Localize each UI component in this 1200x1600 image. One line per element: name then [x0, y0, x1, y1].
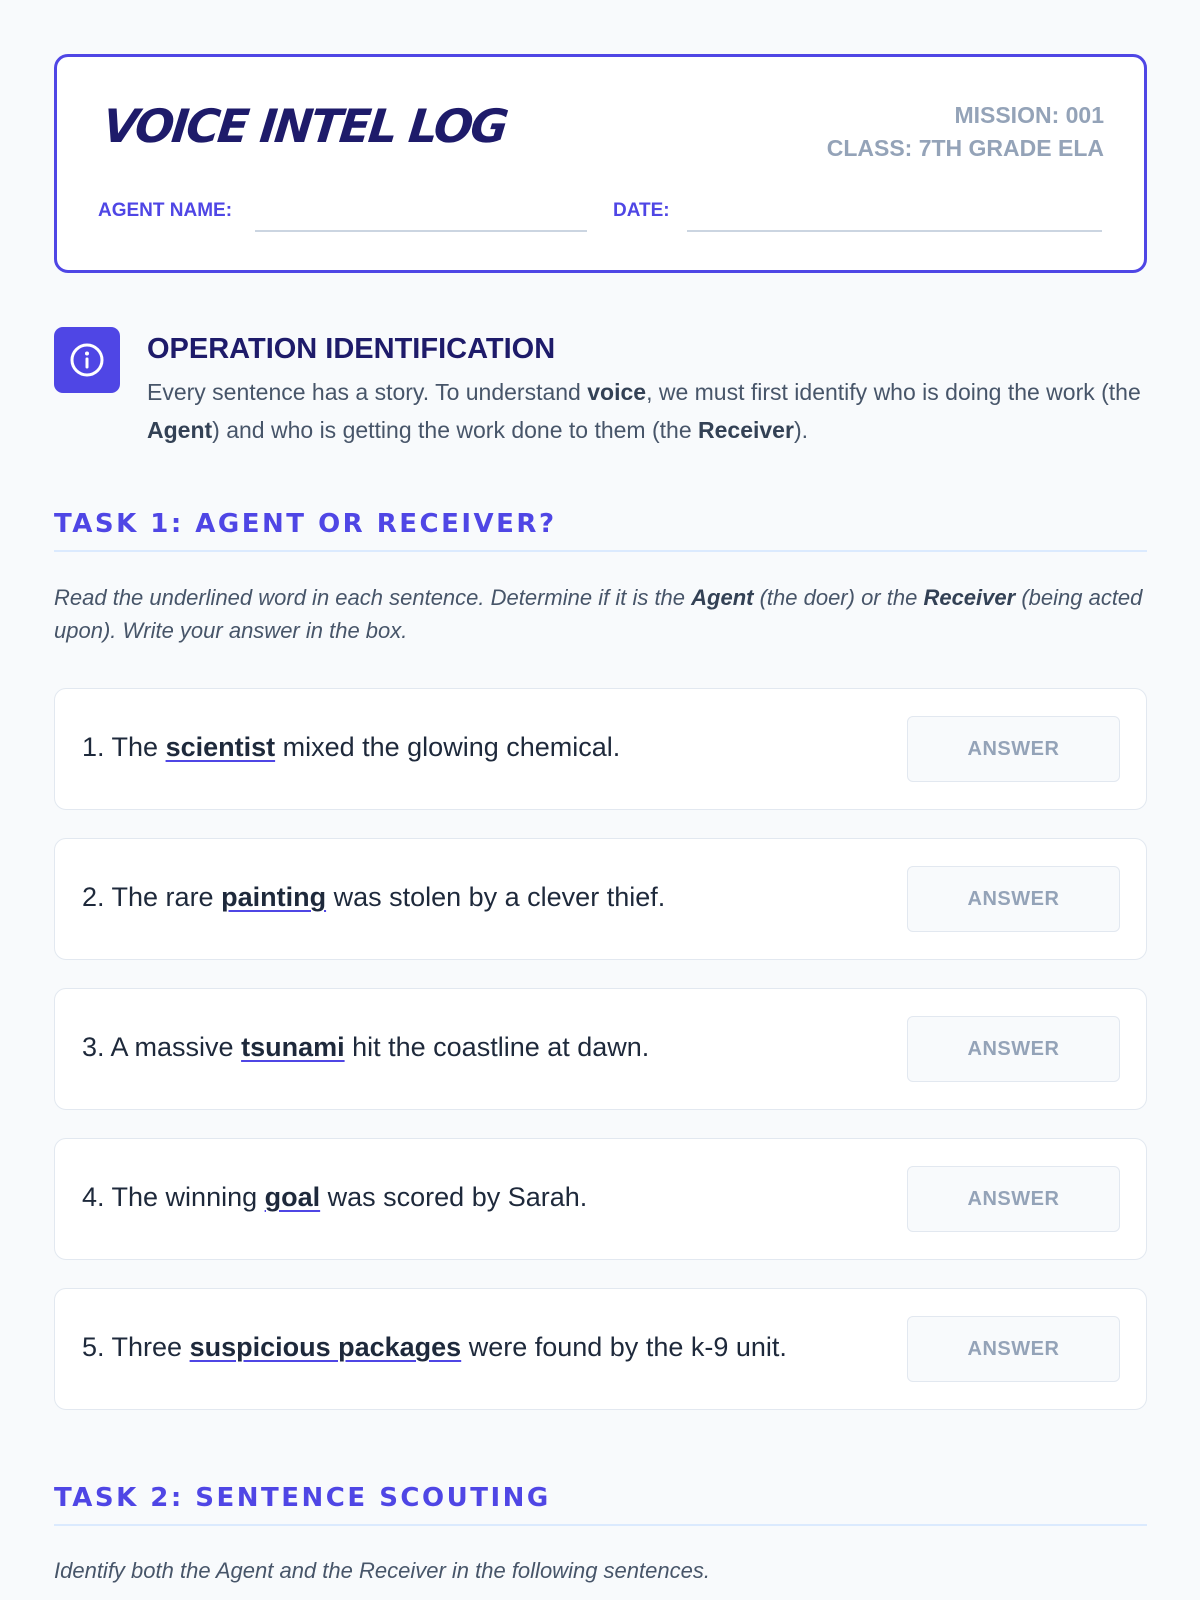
answer-box[interactable]: ANSWER: [907, 866, 1120, 932]
agent-name-label: AGENT NAME:: [98, 200, 233, 221]
mission-number: MISSION: 001: [954, 102, 1104, 128]
question-card: [54, 1138, 1147, 1260]
answer-box[interactable]: ANSWER: [907, 1016, 1120, 1082]
intro-heading: OPERATION IDENTIFICATION: [147, 333, 556, 365]
answer-box[interactable]: ANSWER: [907, 1166, 1120, 1232]
intro-text: Every sentence has a story. To understand voice, we must first identify who is doing the work (the Agent) and who is getting the work done to them (the Receiver).: [147, 379, 1141, 443]
underlined-word: painting: [221, 882, 327, 912]
answer-box[interactable]: ANSWER: [907, 716, 1120, 782]
underlined-word: tsunami: [241, 1032, 345, 1062]
question-card: [54, 988, 1147, 1110]
header-card: [54, 54, 1147, 273]
underlined-word: scientist: [165, 732, 276, 762]
question-card: [54, 1288, 1147, 1410]
date-label: DATE:: [613, 200, 670, 221]
question-text: 4. The winning goal was scored by Sarah.: [82, 1182, 588, 1212]
task1-instructions: Read the underlined word in each sentence. Determine if it is the Agent (the doer) or the Receiver (being acted upon). Write your answer in the box.: [54, 585, 1143, 643]
task2-instructions: Identify both the Agent and the Receiver in the following sentences.: [54, 1558, 710, 1583]
question-card: [54, 838, 1147, 960]
date-field[interactable]: [687, 230, 1102, 232]
term-voice: voice: [587, 379, 647, 405]
answer-box[interactable]: ANSWER: [907, 1316, 1120, 1382]
term-receiver: Receiver: [698, 417, 794, 443]
question-text: 5. Three suspicious packages were found by the k-9 unit.: [82, 1332, 787, 1362]
question-card: [54, 688, 1147, 810]
task1-heading: TASK 1: AGENT OR RECEIVER?: [54, 509, 557, 539]
question-text: 3. A massive tsunami hit the coastline at dawn.: [82, 1032, 650, 1062]
class-label: CLASS: 7TH GRADE ELA: [826, 135, 1104, 161]
mission-info: [827, 99, 1104, 165]
info-icon: [54, 327, 120, 393]
page-title: VOICE INTEL LOG: [100, 99, 509, 153]
task2-heading: TASK 2: SENTENCE SCOUTING: [54, 1483, 551, 1513]
task2-divider: [54, 1524, 1147, 1526]
agent-name-field[interactable]: [255, 230, 587, 232]
underlined-word: suspicious packages: [189, 1332, 462, 1362]
term-agent: Agent: [147, 417, 213, 443]
task1-divider: [54, 550, 1147, 552]
underlined-word: goal: [264, 1182, 321, 1212]
question-text: 2. The rare painting was stolen by a clever thief.: [82, 882, 666, 912]
question-text: 1. The scientist mixed the glowing chemical.: [82, 732, 621, 762]
